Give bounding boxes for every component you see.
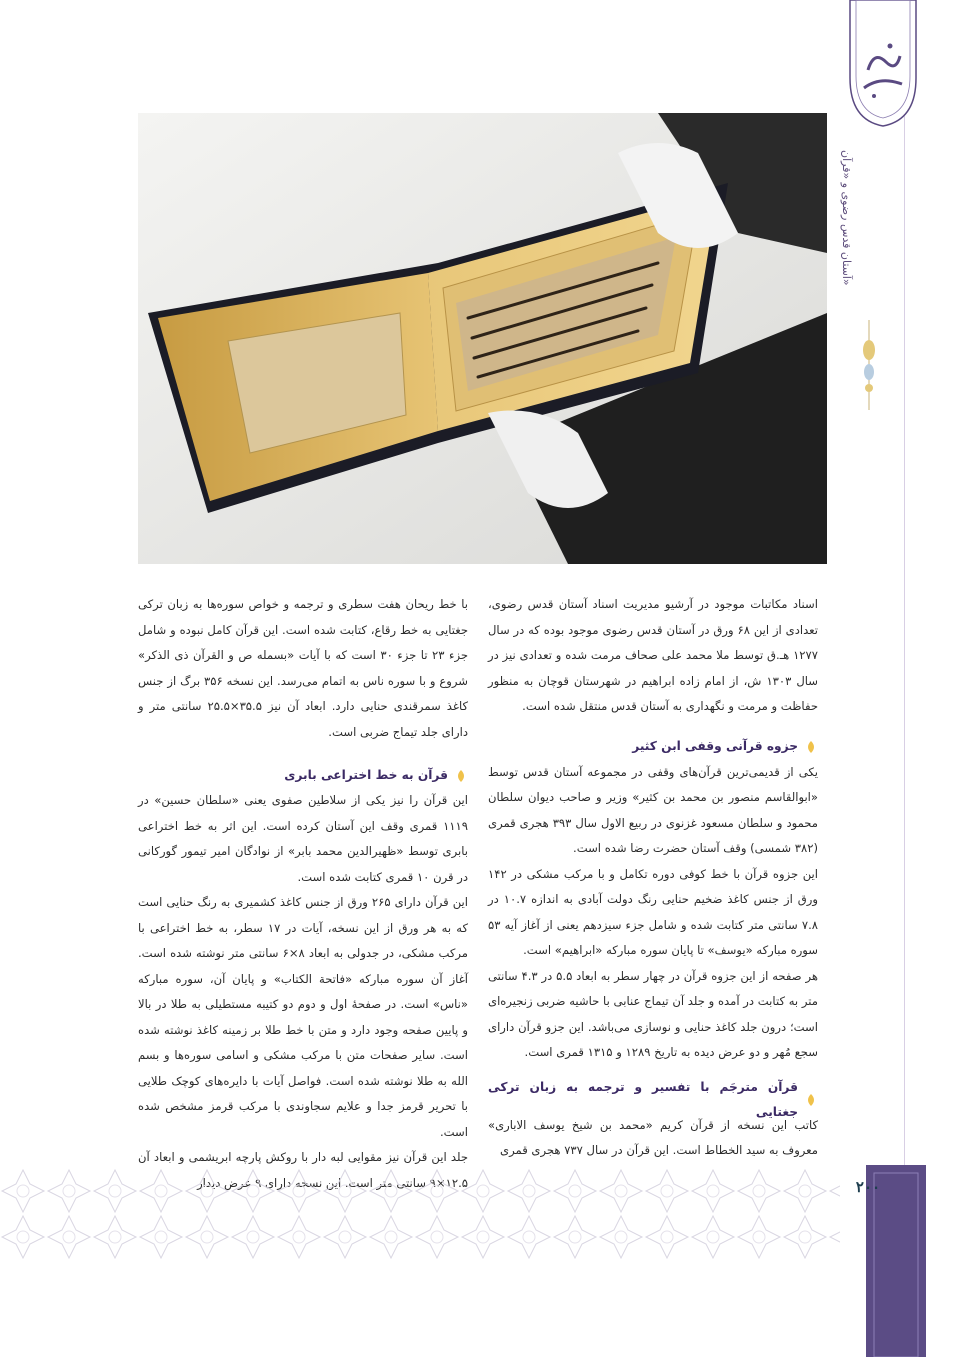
paragraph: یکی از قدیمی‌ترین قرآن‌های وقفی در مجموعه آستان قدس توسط «ابوالقاسم منصور بن محمد بن کثیر» وزیر و صاحب دیوان سلطان محمود و سلطان مسعود غزنوی در ربیع الاول سال ۳۹۳ هجری قمری (۳۸۲ شمسی) وقف آستان حضرت رضا شده است. <box>488 764 818 855</box>
heading-text: قرآن مترجَم با تفسیر و ترجمه به زبان ترکی جغتایی <box>488 1079 798 1119</box>
paragraph: جلد این قرآن نیز مقوایی لبه دار با روکش پارچه ابریشمی و ابعاد آن <box>138 1150 468 1164</box>
publication-logo-icon <box>840 0 926 128</box>
paragraph: با خط ریحان هفت سطری و ترجمه و خواص سوره‌ها به زبان ترکی جغتایی به خط رقاع، کتابت شده است. این قرآن کامل نبوده و شامل جزء ۲۳ تا جزء ۳۰ است که با آیات «بسمله ص و القرآن ذی الذکر» شروع و با سوره ناس به اتمام می‌رسد. این نسخه ۳۵۶ برگ از جنس کاغذ سمرقندی حنایی دارد. ابعاد آن نیز ۳۵.۵×۲۵.۵ سانتی متر و دارای جلد تیماج ضربی است. <box>138 597 469 739</box>
vertical-running-title: آستان قدس رضوی و «قرآن» <box>840 150 853 286</box>
left-text-column <box>138 592 468 1196</box>
manuscript-photo <box>138 113 827 564</box>
right-text-column <box>488 592 818 1164</box>
heading-bullet-icon <box>804 740 818 754</box>
heading-bullet-icon <box>454 769 468 783</box>
paragraph: این قرآن را نیز یکی از سلاطین صفوی یعنی «سلطان حسین» در ۱۱۱۹ قمری وقف این آستان کرده است. این اثر به خط اختراعی بابری توسط «ظهیرالدین محمد بابر» از نوادگان امیر تیمور گورکانی در قرن ۱۰ قمری کتابت شده است. <box>138 793 468 884</box>
paragraph: این قرآن دارای ۲۶۵ ورق از جنس کاغذ کشمیری به رنگ حنایی است که به هر ورق از این نسخه، آیات در ۱۷ سطر، به خط اختراعی با مرکب مشکی، در جدولی به ابعاد ۸×۶ سانتی متر نوشته شده است. آغاز آن سوره مبارکه «فاتحة الکتاب» و پایان آن، سوره مبارکه «ناس» است. در صفحهٔ اول و دوم دو کتیبه مستطیلی به طلا در بالا و پایین صفحه وجود دارد و متن با خط طلا بر زمینه کاغذ نوشته شده است. سایر صفحات متن با مرکب مشکی و اسامی سوره‌ها و بسم الله به طلا نوشته شده است. فواصل آیات با دایره‌های کوچک طلایی با تحریر قرمز جدا و علایم سجاوندی با مرکب قرمز مشخص شده است. <box>138 895 469 1139</box>
section-heading-baburi <box>138 763 468 788</box>
finial-ornament-icon <box>860 320 878 410</box>
heading-text: جزوه قرآنی وقفی ابن کثیر <box>632 739 798 754</box>
heading-text: قرآن به خط اختراعی بابری <box>284 767 448 782</box>
right-margin-rail <box>836 0 966 1357</box>
paragraph: هر صفحه از این جزوه قرآن در چهار سطر به ابعاد ۵.۵ در ۴.۳ سانتی متر به کتابت در آمده و جلد آن تیماج عنابی با حاشیه ضربی زنجیره‌ای است؛ درون جلد کاغذ حنایی و نوسازی می‌باشد. این جزو قرآن دارای سجع مُهر و دو عرض دیده به تاریخ ۱۲۸۹ و ۱۳۱۵ قمری است. <box>488 968 819 1059</box>
section-heading-ibn-kathir <box>488 735 818 760</box>
margin-divider-line <box>904 0 905 1357</box>
geometric-pattern-band <box>0 1168 840 1260</box>
heading-bullet-icon <box>804 1093 818 1107</box>
page-number: ۲۰۰ <box>855 1178 881 1196</box>
section-heading-chaghatai <box>488 1079 818 1119</box>
paragraph: کاتب این نسخه از قرآن کریم «محمد بن شیخ یوسف الابارى» معروف به سید الخطاط است. این قرآن در سال ۷۳۷ هجری قمری <box>488 1117 818 1157</box>
paragraph: این جزوه قرآن با خط کوفی دوره تکامل و با مرکب مشکی در ۱۴۲ ورق از جنس کاغذ ضخیم حنایی رنگ دولت آبادی به اندازه ۱۰.۷ در ۷.۸ سانتی متر کتابت شده و شامل جزء سیزدهم یعنی از آغاز آیه ۵۳ سوره مبارکه «یوسف» تا پایان سوره مبارکه «ابراهیم» است. <box>488 866 818 957</box>
intro-paragraph: اسناد مکاتبات موجود در آرشیو مدیریت اسناد آستان قدس رضوی، تعدادی از این ۶۸ ورق در آستان قدس رضوی موجود بوده که در سال ۱۲۷۷ هـ.ق توسط ملا محمد علی صحاف مرمت شده و تعدادی نیز در سال ۱۳۰۳ ش، از امام زاده ابراهیم در شهرستان قوچان به منظور حفاظت و مرمت و نگهداری به آستان قدس منتقل شده است. <box>488 597 818 713</box>
